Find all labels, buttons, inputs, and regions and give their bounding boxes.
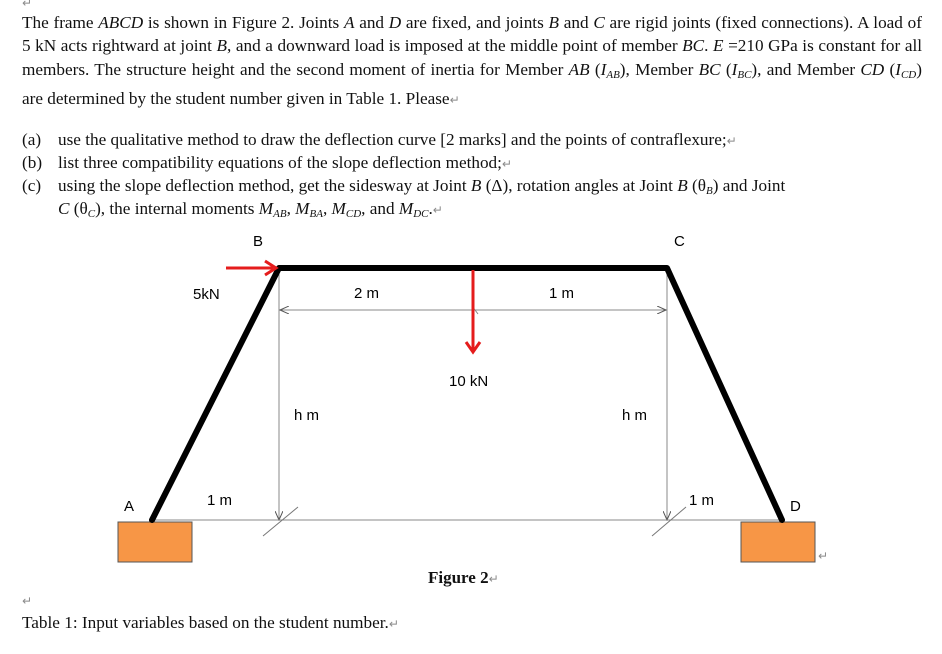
question-a: (a) use the qualitative method to draw the deflection curve [2 marks] and the points of contraflexure;↵ (22, 130, 737, 149)
load-5kn-label: 5kN (193, 286, 220, 303)
problem-statement: The frame ABCD is shown in Figure 2. Joints A and D are fixed, and joints B and C are rigid joints (fixed connections). A load of 5 kN acts rightward at joint B, and a downward load is imposed at the middle point of member BC. E =210 GPa is constant for all members. The structure height and the second moment of inertia for Member AB $(I_{AB})$, Member BC $(I_{BC})$, and Member CD $(I_{CD})$ are determined by the student number given in Table 1. Please↵ (22, 13, 922, 109)
dim-tick-right (652, 507, 686, 536)
label-a: A (124, 498, 135, 515)
member-ab (152, 268, 279, 520)
dim-hm-right-label: h m (622, 407, 648, 424)
label-d: D (790, 498, 801, 515)
paragraph-mark: ↵ (22, 0, 33, 10)
blank-paragraph-mark: ↵ (22, 594, 33, 608)
dim-1m-top-label: 1 m (549, 285, 575, 302)
dim-1m-left-label: 1 m (207, 492, 233, 509)
dim-hm-left-label: h m (294, 407, 320, 424)
figure-caption: Figure 2↵ (428, 568, 499, 587)
dim-tick-left (263, 507, 298, 536)
load-10kn-label: 10 kN (449, 373, 489, 390)
question-c-line2: C $(\theta_C)$, the internal moments $M_{AB}$, $M_{BA}$, $M_{CD}$, and $M_{DC}.↵$ (58, 199, 443, 220)
member-cd (667, 268, 782, 520)
label-b: B (253, 233, 264, 250)
question-c: (c) using the slope deflection method, get the sidesway at Joint B (Δ), rotation angles at Joint B $(\theta_B)$ and Joint (22, 176, 786, 197)
question-b: (b) list three compatibility equations of the slope deflection method;↵ (22, 153, 512, 172)
table-caption: Table 1: Input variables based on the student number.↵ (22, 613, 399, 632)
dim-2m-label: 2 m (354, 285, 380, 302)
dim-1m-right-label: 1 m (689, 492, 715, 509)
load-arrow-5kn (226, 261, 276, 275)
support-a (118, 522, 192, 562)
label-c: C (674, 233, 685, 250)
support-d (741, 522, 815, 562)
support-d-return-mark: ↵ (818, 549, 829, 563)
load-arrow-10kn (466, 270, 480, 352)
